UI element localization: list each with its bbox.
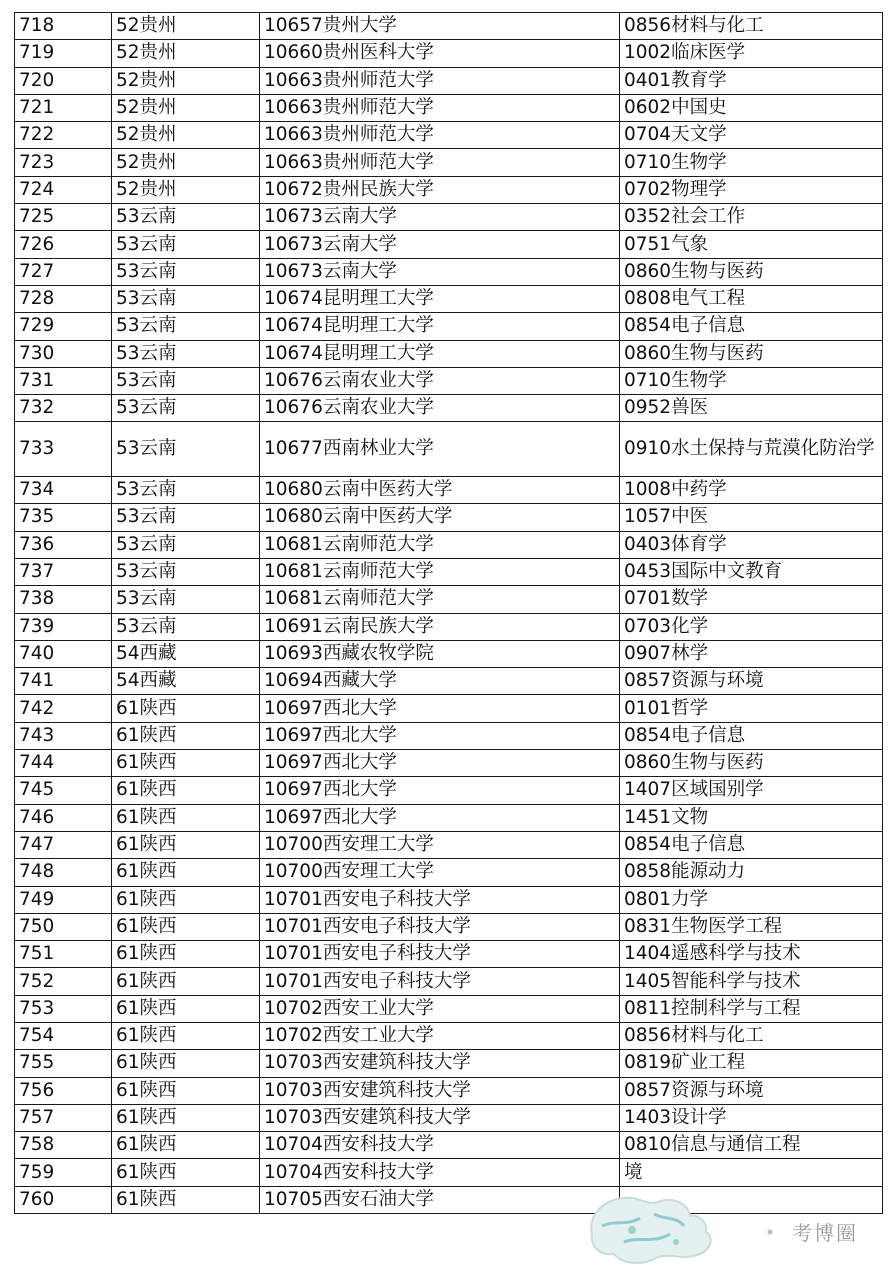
table-row bbox=[15, 422, 883, 477]
row-number-cell: 721 bbox=[15, 94, 112, 121]
province-cell: 53云南 bbox=[112, 558, 260, 585]
university-cell: 10694西藏大学 bbox=[260, 668, 620, 695]
table-row bbox=[15, 640, 883, 667]
province-cell: 61陕西 bbox=[112, 1104, 260, 1131]
university-cell: 10697西北大学 bbox=[260, 722, 620, 749]
row-number-cell: 730 bbox=[15, 340, 112, 367]
university-cell: 10701西安电子科技大学 bbox=[260, 913, 620, 940]
province-cell: 52贵州 bbox=[112, 67, 260, 94]
row-number-cell: 720 bbox=[15, 67, 112, 94]
province-cell: 53云南 bbox=[112, 231, 260, 258]
university-cell: 10677西南林业大学 bbox=[260, 422, 620, 477]
row-number-cell: 743 bbox=[15, 722, 112, 749]
discipline-cell: 0801力学 bbox=[620, 886, 883, 913]
university-cell: 10663贵州师范大学 bbox=[260, 149, 620, 176]
university-cell: 10681云南师范大学 bbox=[260, 558, 620, 585]
province-cell: 61陕西 bbox=[112, 1022, 260, 1049]
province-cell: 53云南 bbox=[112, 422, 260, 477]
university-cell: 10681云南师范大学 bbox=[260, 531, 620, 558]
table-row bbox=[15, 340, 883, 367]
table-row bbox=[15, 968, 883, 995]
table-row bbox=[15, 231, 883, 258]
table-row bbox=[15, 504, 883, 531]
row-number-cell: 734 bbox=[15, 477, 112, 504]
table-row bbox=[15, 722, 883, 749]
discipline-cell: 1403设计学 bbox=[620, 1104, 883, 1131]
table-row bbox=[15, 1132, 883, 1159]
province-cell: 53云南 bbox=[112, 586, 260, 613]
province-cell: 53云南 bbox=[112, 285, 260, 312]
discipline-cell: 0860生物与医药 bbox=[620, 750, 883, 777]
row-number-cell: 723 bbox=[15, 149, 112, 176]
discipline-cell: 0710生物学 bbox=[620, 367, 883, 394]
discipline-cell: 0910水土保持与荒漠化防治学 bbox=[620, 422, 883, 477]
table-row bbox=[15, 67, 883, 94]
row-number-cell: 758 bbox=[15, 1132, 112, 1159]
row-number-cell: 753 bbox=[15, 995, 112, 1022]
row-number-cell: 755 bbox=[15, 1050, 112, 1077]
province-cell: 61陕西 bbox=[112, 995, 260, 1022]
university-cell: 10681云南师范大学 bbox=[260, 586, 620, 613]
province-cell: 54西藏 bbox=[112, 640, 260, 667]
table-row bbox=[15, 149, 883, 176]
discipline-cell: 0811控制科学与工程 bbox=[620, 995, 883, 1022]
table-row bbox=[15, 913, 883, 940]
province-cell: 61陕西 bbox=[112, 968, 260, 995]
province-cell: 53云南 bbox=[112, 504, 260, 531]
province-cell: 53云南 bbox=[112, 340, 260, 367]
discipline-cell: 0854电子信息 bbox=[620, 313, 883, 340]
row-number-cell: 733 bbox=[15, 422, 112, 477]
row-number-cell: 718 bbox=[15, 13, 112, 40]
row-number-cell: 752 bbox=[15, 968, 112, 995]
row-number-cell: 740 bbox=[15, 640, 112, 667]
row-number-cell: 760 bbox=[15, 1186, 112, 1213]
discipline-cell: 0860生物与医药 bbox=[620, 258, 883, 285]
row-number-cell: 747 bbox=[15, 831, 112, 858]
row-number-cell: 727 bbox=[15, 258, 112, 285]
discipline-cell: 0101哲学 bbox=[620, 695, 883, 722]
discipline-cell: 0856材料与化工 bbox=[620, 1022, 883, 1049]
discipline-cell: 0857资源与环境 bbox=[620, 668, 883, 695]
university-cell: 10672贵州民族大学 bbox=[260, 176, 620, 203]
province-cell: 52贵州 bbox=[112, 13, 260, 40]
row-number-cell: 759 bbox=[15, 1159, 112, 1186]
table-row bbox=[15, 477, 883, 504]
university-cell: 10700西安理工大学 bbox=[260, 859, 620, 886]
university-cell: 10705西安石油大学 bbox=[260, 1186, 620, 1213]
row-number-cell: 739 bbox=[15, 613, 112, 640]
province-cell: 52贵州 bbox=[112, 176, 260, 203]
row-number-cell: 749 bbox=[15, 886, 112, 913]
discipline-cell: 0751气象 bbox=[620, 231, 883, 258]
university-cell: 10663贵州师范大学 bbox=[260, 122, 620, 149]
row-number-cell: 738 bbox=[15, 586, 112, 613]
province-cell: 54西藏 bbox=[112, 668, 260, 695]
row-number-cell: 725 bbox=[15, 204, 112, 231]
province-cell: 61陕西 bbox=[112, 1077, 260, 1104]
university-cell: 10697西北大学 bbox=[260, 804, 620, 831]
discipline-cell: 0854电子信息 bbox=[620, 831, 883, 858]
university-cell: 10663贵州师范大学 bbox=[260, 94, 620, 121]
province-cell: 52贵州 bbox=[112, 40, 260, 67]
discipline-cell: 1451文物 bbox=[620, 804, 883, 831]
province-cell: 61陕西 bbox=[112, 913, 260, 940]
university-cell: 10673云南大学 bbox=[260, 231, 620, 258]
university-cell: 10703西安建筑科技大学 bbox=[260, 1050, 620, 1077]
university-cell: 10697西北大学 bbox=[260, 777, 620, 804]
row-number-cell: 750 bbox=[15, 913, 112, 940]
university-cell: 10676云南农业大学 bbox=[260, 395, 620, 422]
university-cell: 10660贵州医科大学 bbox=[260, 40, 620, 67]
discipline-cell: 0907林学 bbox=[620, 640, 883, 667]
row-number-cell: 726 bbox=[15, 231, 112, 258]
table-row bbox=[15, 777, 883, 804]
discipline-cell: 0854电子信息 bbox=[620, 722, 883, 749]
table-row bbox=[15, 94, 883, 121]
discipline-cell: 境 bbox=[620, 1159, 883, 1186]
table-row bbox=[15, 859, 883, 886]
university-cell: 10680云南中医药大学 bbox=[260, 477, 620, 504]
university-cell: 10674昆明理工大学 bbox=[260, 313, 620, 340]
discipline-cell: 0401教育学 bbox=[620, 67, 883, 94]
table-row bbox=[15, 1104, 883, 1131]
table-row bbox=[15, 668, 883, 695]
university-cell: 10702西安工业大学 bbox=[260, 1022, 620, 1049]
discipline-cell: 0810信息与通信工程 bbox=[620, 1132, 883, 1159]
university-cell: 10701西安电子科技大学 bbox=[260, 886, 620, 913]
table-row bbox=[15, 313, 883, 340]
university-cell: 10673云南大学 bbox=[260, 204, 620, 231]
university-cell: 10676云南农业大学 bbox=[260, 367, 620, 394]
discipline-cell: 1002临床医学 bbox=[620, 40, 883, 67]
table-row bbox=[15, 285, 883, 312]
university-cell: 10673云南大学 bbox=[260, 258, 620, 285]
table-row bbox=[15, 586, 883, 613]
discipline-cell: 0710生物学 bbox=[620, 149, 883, 176]
university-cell: 10700西安理工大学 bbox=[260, 831, 620, 858]
row-number-cell: 722 bbox=[15, 122, 112, 149]
row-number-cell: 745 bbox=[15, 777, 112, 804]
discipline-cell: 0352社会工作 bbox=[620, 204, 883, 231]
table-row bbox=[15, 1159, 883, 1186]
university-cell: 10680云南中医药大学 bbox=[260, 504, 620, 531]
province-cell: 53云南 bbox=[112, 477, 260, 504]
university-cell: 10693西藏农牧学院 bbox=[260, 640, 620, 667]
row-number-cell: 724 bbox=[15, 176, 112, 203]
discipline-cell: 0453国际中文教育 bbox=[620, 558, 883, 585]
row-number-cell: 719 bbox=[15, 40, 112, 67]
table-row bbox=[15, 886, 883, 913]
university-cell: 10701西安电子科技大学 bbox=[260, 941, 620, 968]
table-row bbox=[15, 1050, 883, 1077]
discipline-cell: 1008中药学 bbox=[620, 477, 883, 504]
table-row bbox=[15, 531, 883, 558]
province-cell: 53云南 bbox=[112, 258, 260, 285]
row-number-cell: 735 bbox=[15, 504, 112, 531]
table-body bbox=[15, 13, 883, 1214]
discipline-cell: 0704天文学 bbox=[620, 122, 883, 149]
row-number-cell: 737 bbox=[15, 558, 112, 585]
discipline-cell: 0856材料与化工 bbox=[620, 13, 883, 40]
row-number-cell: 748 bbox=[15, 859, 112, 886]
table-row bbox=[15, 122, 883, 149]
province-cell: 52贵州 bbox=[112, 149, 260, 176]
table-row bbox=[15, 258, 883, 285]
province-cell: 61陕西 bbox=[112, 750, 260, 777]
province-cell: 53云南 bbox=[112, 313, 260, 340]
province-cell: 61陕西 bbox=[112, 1159, 260, 1186]
discipline-cell: 0403体育学 bbox=[620, 531, 883, 558]
discipline-cell: 1405智能科学与技术 bbox=[620, 968, 883, 995]
table-row bbox=[15, 40, 883, 67]
table-row bbox=[15, 1022, 883, 1049]
province-cell: 61陕西 bbox=[112, 941, 260, 968]
province-cell: 52贵州 bbox=[112, 122, 260, 149]
discipline-cell: 0703化学 bbox=[620, 613, 883, 640]
university-cell: 10697西北大学 bbox=[260, 695, 620, 722]
university-cell: 10674昆明理工大学 bbox=[260, 340, 620, 367]
discipline-cell: 0952兽医 bbox=[620, 395, 883, 422]
table-row bbox=[15, 1186, 883, 1213]
province-cell: 53云南 bbox=[112, 367, 260, 394]
university-cell: 10703西安建筑科技大学 bbox=[260, 1077, 620, 1104]
province-cell: 61陕西 bbox=[112, 886, 260, 913]
row-number-cell: 732 bbox=[15, 395, 112, 422]
row-number-cell: 746 bbox=[15, 804, 112, 831]
university-cell: 10691云南民族大学 bbox=[260, 613, 620, 640]
discipline-cell: 0860生物与医药 bbox=[620, 340, 883, 367]
table-row bbox=[15, 367, 883, 394]
university-cell: 10674昆明理工大学 bbox=[260, 285, 620, 312]
row-number-cell: 757 bbox=[15, 1104, 112, 1131]
table-row bbox=[15, 395, 883, 422]
admission-table-sheet bbox=[14, 12, 883, 1214]
discipline-cell bbox=[620, 1186, 883, 1213]
row-number-cell: 742 bbox=[15, 695, 112, 722]
province-cell: 61陕西 bbox=[112, 777, 260, 804]
row-number-cell: 731 bbox=[15, 367, 112, 394]
province-cell: 61陕西 bbox=[112, 1186, 260, 1213]
discipline-cell: 1407区域国别学 bbox=[620, 777, 883, 804]
row-number-cell: 728 bbox=[15, 285, 112, 312]
discipline-cell: 0857资源与环境 bbox=[620, 1077, 883, 1104]
watermark-text: 考博圈 bbox=[792, 1221, 858, 1245]
table-row bbox=[15, 176, 883, 203]
row-number-cell: 741 bbox=[15, 668, 112, 695]
university-cell: 10663贵州师范大学 bbox=[260, 67, 620, 94]
province-cell: 52贵州 bbox=[112, 94, 260, 121]
row-number-cell: 751 bbox=[15, 941, 112, 968]
table-row bbox=[15, 995, 883, 1022]
discipline-cell: 0819矿业工程 bbox=[620, 1050, 883, 1077]
row-number-cell: 729 bbox=[15, 313, 112, 340]
province-cell: 53云南 bbox=[112, 613, 260, 640]
row-number-cell: 736 bbox=[15, 531, 112, 558]
discipline-cell: 0831生物医学工程 bbox=[620, 913, 883, 940]
row-number-cell: 754 bbox=[15, 1022, 112, 1049]
admission-table bbox=[14, 12, 883, 1214]
province-cell: 53云南 bbox=[112, 204, 260, 231]
province-cell: 53云南 bbox=[112, 395, 260, 422]
province-cell: 61陕西 bbox=[112, 1132, 260, 1159]
row-number-cell: 756 bbox=[15, 1077, 112, 1104]
university-cell: 10704西安科技大学 bbox=[260, 1159, 620, 1186]
table-row bbox=[15, 695, 883, 722]
discipline-cell: 0858能源动力 bbox=[620, 859, 883, 886]
discipline-cell: 0702物理学 bbox=[620, 176, 883, 203]
discipline-cell: 1404遥感科学与技术 bbox=[620, 941, 883, 968]
table-row bbox=[15, 13, 883, 40]
university-cell: 10701西安电子科技大学 bbox=[260, 968, 620, 995]
discipline-cell: 1057中医 bbox=[620, 504, 883, 531]
discipline-cell: 0602中国史 bbox=[620, 94, 883, 121]
discipline-cell: 0701数学 bbox=[620, 586, 883, 613]
province-cell: 61陕西 bbox=[112, 1050, 260, 1077]
university-cell: 10703西安建筑科技大学 bbox=[260, 1104, 620, 1131]
table-row bbox=[15, 831, 883, 858]
table-row bbox=[15, 558, 883, 585]
university-cell: 10657贵州大学 bbox=[260, 13, 620, 40]
province-cell: 53云南 bbox=[112, 531, 260, 558]
province-cell: 61陕西 bbox=[112, 804, 260, 831]
province-cell: 61陕西 bbox=[112, 859, 260, 886]
province-cell: 61陕西 bbox=[112, 722, 260, 749]
university-cell: 10704西安科技大学 bbox=[260, 1132, 620, 1159]
table-row bbox=[15, 804, 883, 831]
table-row bbox=[15, 750, 883, 777]
row-number-cell: 744 bbox=[15, 750, 112, 777]
university-cell: 10702西安工业大学 bbox=[260, 995, 620, 1022]
table-row bbox=[15, 613, 883, 640]
discipline-cell: 0808电气工程 bbox=[620, 285, 883, 312]
province-cell: 61陕西 bbox=[112, 695, 260, 722]
table-row bbox=[15, 1077, 883, 1104]
university-cell: 10697西北大学 bbox=[260, 750, 620, 777]
province-cell: 61陕西 bbox=[112, 831, 260, 858]
table-row bbox=[15, 941, 883, 968]
table-row bbox=[15, 204, 883, 231]
